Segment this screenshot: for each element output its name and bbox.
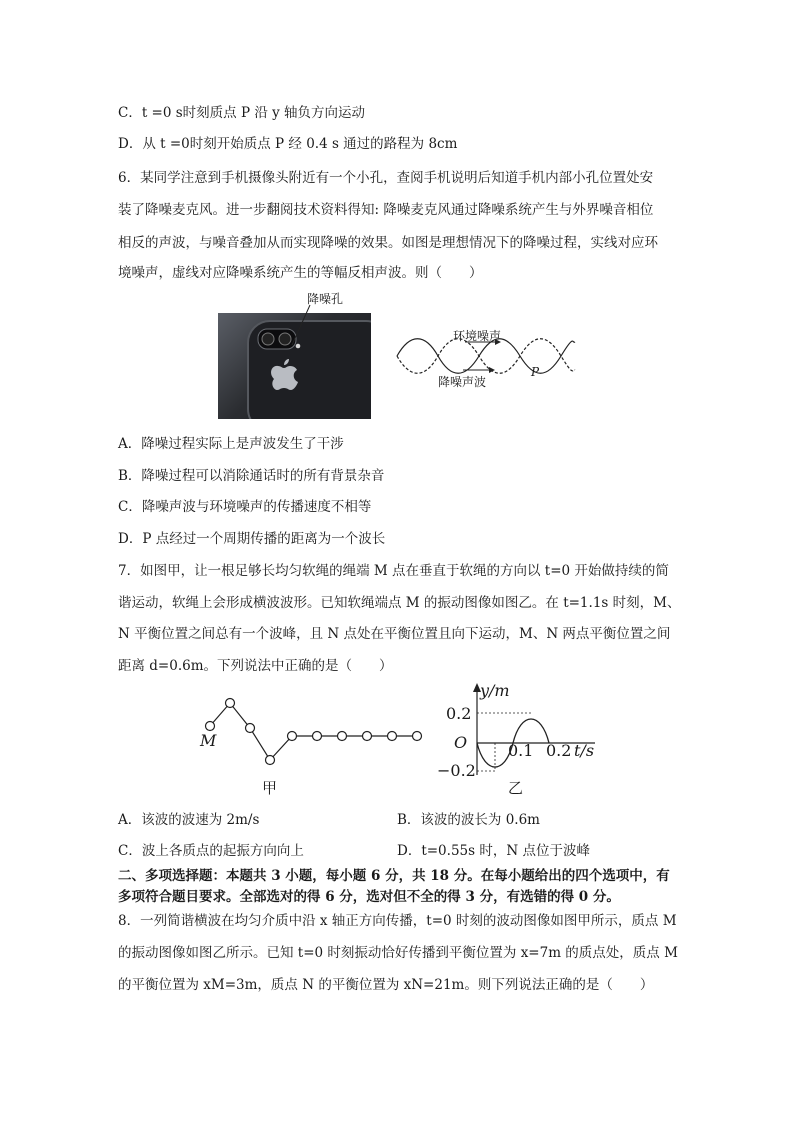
figure-jia-caption: 甲 [262,779,278,797]
hole-pointer-line [286,303,316,348]
q6-stem-1: 6．某同学注意到手机摄像头附近有一个小孔，查阅手机说明后知道手机内部小孔位置处安 [118,170,654,186]
graph-origin: O [454,733,468,752]
rope-bead [226,699,235,708]
q6-option-a: A．降噪过程实际上是声波发生了干涉 [118,436,344,452]
q7-stem-1: 7．如图甲，让一根足够长均匀软绳的绳端 M 点在垂直于软绳的方向以 t=0 开始做持续的简 [118,563,669,579]
rope-bead [206,722,215,731]
graph-y-label-text: y/m [480,681,510,700]
q8-stem-1: 8．一列简谐横波在均匀介质中沿 x 轴正方向传播，t=0 时刻的波动图像如图甲所示，质点 M [118,913,677,929]
q7-stem-2: 谐运动，软绳上会形成横波波形。已知软绳端点 M 的振动图像如图乙。在 t=1.1s 时刻，M、 [118,595,681,611]
section2-heading-1: 二、多项选择题：本题共 3 小题，每小题 6 分，共 18 分。在每小题给出的四个选项中，有 [118,868,670,884]
q7-option-c: C．波上各质点的起振方向向上 [118,843,304,859]
q6-stem-3: 相反的声波，与噪音叠加从而实现降噪的效果。如图是理想情况下的降噪过程，实线对应环 [118,235,658,251]
section2-heading-2: 多项符合题目要求。全部选对的得 6 分，选对但不全的得 3 分，有选错的得 0 分。 [118,889,620,905]
q7-option-a: A．该波的波速为 2m/s [118,812,260,828]
rope-wave-diagram [195,690,430,775]
noise-hole-label: 降噪孔 [307,292,344,306]
q6-option-d: D．P 点经过一个周期传播的距离为一个波长 [118,531,386,547]
q6-option-b: B．降噪过程可以消除通话时的所有背景杂音 [118,468,385,484]
graph-x-label: t/s [574,741,595,760]
apple-logo-icon [271,366,298,390]
q6-option-c: C．降噪声波与环境噪声的传播速度不相等 [118,499,372,515]
rope-bead [388,732,397,741]
rope-bead [288,732,297,741]
graph-y-pos-tick: 0.2 [446,704,472,723]
q6-stem-4: 境噪声，虚线对应降噪系统产生的等幅反相声波。则（ ） [118,265,483,281]
q8-stem-2: 的振动图像如图乙所示。已知 t=0 时刻振动恰好传播到平衡位置为 x=7m 的质点处，质点 M [118,945,678,961]
anti-noise-label: 降噪声波 [438,375,487,389]
q5-option-d: D．从 t =0时刻开始质点 P 经 0.4 s 通过的路程为 8cm [118,136,458,152]
q7-stem-3: N 平衡位置之间总有一个波峰，且 N 点处在平衡位置且向下运动，M、N 两点平衡位置之间 [118,626,671,642]
point-p-label: P [531,365,540,379]
graph-x-tick-1: 0.1 [508,741,534,760]
q7-option-b: B．该波的波长为 0.6m [397,812,540,828]
q8-stem-3: 的平衡位置为 xM=3m，质点 N 的平衡位置为 xN=21m。则下列说法正确的是（ ） [118,977,654,993]
rope-end-m-label: M [200,731,217,750]
q7-option-d: D．t=0.55s 时，N 点位于波峰 [397,843,590,859]
graph-y-label [480,681,510,701]
figure-yi-caption: 乙 [508,779,524,797]
rope-bead [338,732,347,741]
rope-bead [313,732,322,741]
q6-stem-2: 装了降噪麦克风。进一步翻阅技术资料得知: 降噪麦克风通过降噪系统产生与外界噪音相位 [118,202,654,218]
environment-noise-label: 环境噪声 [453,329,502,343]
rope-bead [266,756,275,765]
graph-y-neg-tick: −0.2 [437,761,476,780]
rope-bead [246,724,255,733]
rope-bead [413,732,422,741]
q7-stem-4: 距离 d=0.6m。下列说法中正确的是（ ） [118,658,393,674]
rope-bead [363,732,372,741]
arrow-right-icon [489,367,495,373]
q5-option-c: C．t =0 s时刻质点 P 沿 y 轴负方向运动 [118,105,366,121]
graph-x-tick-2: 0.2 [546,741,572,760]
